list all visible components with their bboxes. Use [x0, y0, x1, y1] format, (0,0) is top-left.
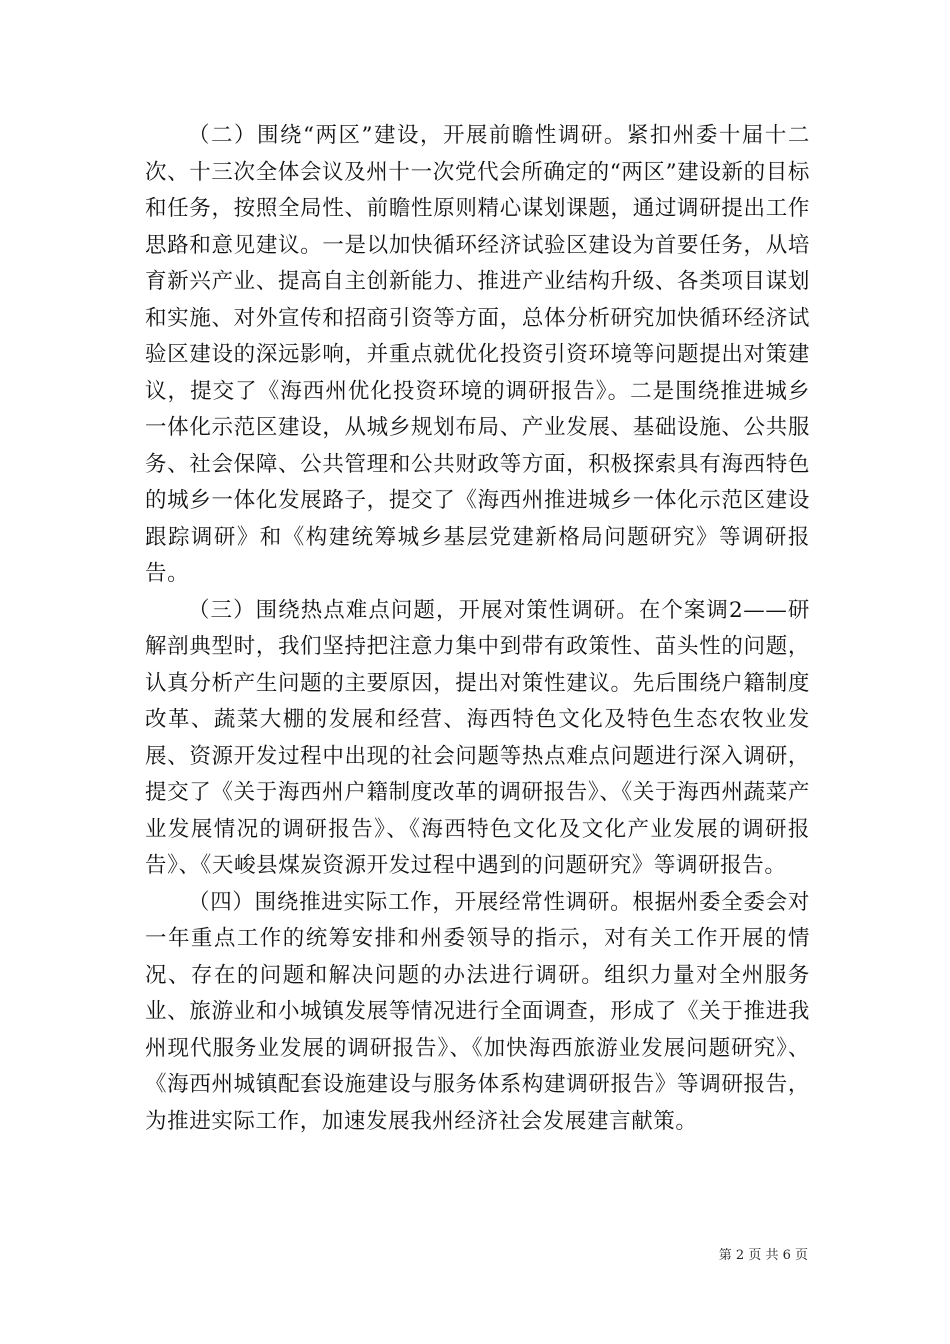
- paragraph-hot-issues: （三）围绕热点难点问题，开展对策性调研。在个案调2——研解剖典型时，我们坚持把注意力集中到带有政策性、苗头性的问题，认真分析产生问题的主要原因，提出对策性建议。先后围绕户籍制度改革、蔬菜大棚的发展和经营、海西特色文化及特色生态农牧业发展、资源开发过程中出现的社会问题等热点难点问题进行深入调研，提交了《关于海西州户籍制度改革的调研报告》、《关于海西州蔬菜产业发展情况的调研报告》、《海西特色文化及文化产业发展的调研报告》、《天峻县煤炭资源开发过程中遇到的问题研究》等调研报告。: [145, 597, 810, 878]
- document-body: [145, 118, 810, 1140]
- paragraph-practical-work: （四）围绕推进实际工作，开展经常性调研。根据州委全委会对一年重点工作的统筹安排和州委领导的指示，对有关工作开展的情况、存在的问题和解决问题的办法进行调研。组织力量对全州服务业、旅游业和小城镇发展等情况进行全面调查，形成了《关于推进我州现代服务业发展的调研报告》、《加快海西旅游业发展问题研究》、《海西州城镇配套设施建设与服务体系构建调研报告》等调研报告，为推进实际工作，加速发展我州经济社会发展建言献策。: [145, 889, 810, 1134]
- paragraph-two-regions: （二）围绕“两区”建设，开展前瞻性调研。紧扣州委十届十二次、十三次全体会议及州十一次党代会所确定的“两区”建设新的目标和任务，按照全局性、前瞻性原则精心谋划课题，通过调研提出工作思路和意见建议。一是以加快循环经济试验区建设为首要任务，从培育新兴产业、提高自主创新能力、推进产业结构升级、各类项目谋划和实施、对外宣传和招商引资等方面，总体分析研究加快循环经济试验区建设的深远影响，并重点就优化投资引资环境等问题提出对策建议，提交了《海西州优化投资环境的调研报告》。二是围绕推进城乡一体化示范区建设，从城乡规划布局、产业发展、基础设施、公共服务、社会保障、公共管理和公共财政等方面，积极探索具有海西特色的城乡一体化发展路子，提交了《海西州推进城乡一体化示范区建设跟踪调研》和《构建统筹城乡基层党建新格局问题研究》等调研报告。: [145, 123, 810, 586]
- page-number-footer: 第 2 页 共 6 页: [718, 1248, 808, 1263]
